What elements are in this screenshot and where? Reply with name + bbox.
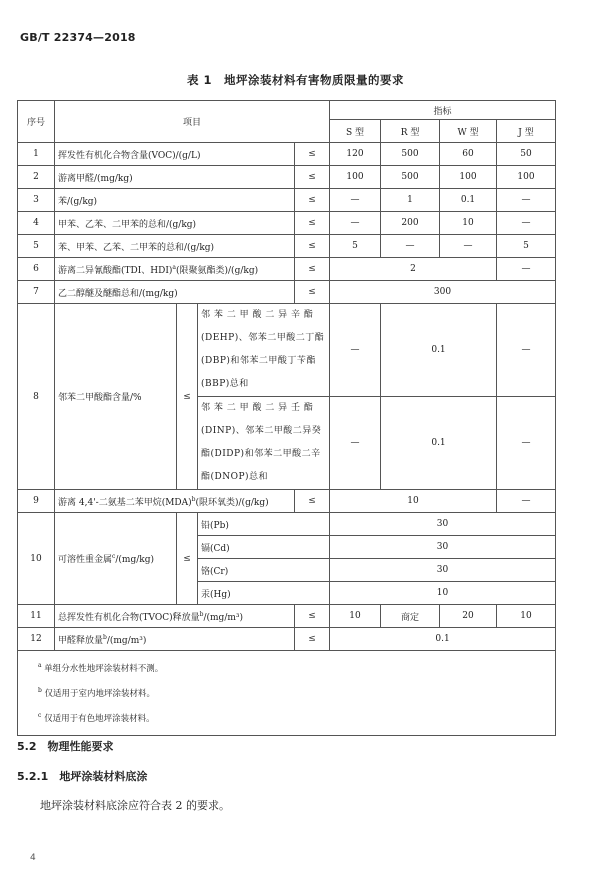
value-rw: 0.1 — [381, 397, 497, 490]
row-item — [55, 605, 295, 628]
header-type-w: W 型 — [440, 120, 497, 143]
lte-symbol: ≤ — [295, 235, 330, 258]
table-row — [18, 235, 556, 258]
note — [38, 705, 535, 730]
footnote-mark: b — [199, 610, 204, 618]
value-j: — — [497, 258, 556, 281]
lte-symbol: ≤ — [295, 490, 330, 513]
value-j: — — [497, 304, 556, 397]
table-row — [18, 281, 556, 304]
metal-name: 铬(Cr) — [198, 559, 330, 582]
notes-row — [18, 651, 556, 736]
note — [38, 655, 535, 680]
metal-name: 铅(Pb) — [198, 513, 330, 536]
row-item: 甲苯、乙苯、二甲苯的总和/(g/kg) — [55, 212, 295, 235]
value-j: 100 — [497, 166, 556, 189]
table-row — [18, 143, 556, 166]
row-item — [55, 258, 295, 281]
value-r: 1 — [381, 189, 440, 212]
row-no: 4 — [18, 212, 55, 235]
row-no: 2 — [18, 166, 55, 189]
header-type-r: R 型 — [381, 120, 440, 143]
value-s: 120 — [330, 143, 381, 166]
value-w: 0.1 — [440, 189, 497, 212]
value-all: 300 — [330, 281, 556, 304]
note-text: 仅适用于有色地坪涂装材料。 — [44, 713, 155, 724]
metal-value: 30 — [330, 513, 556, 536]
item-tail: /(mg/m³) — [203, 612, 244, 623]
item-tail: (限聚氨酯类)/(g/kg) — [176, 265, 259, 276]
metal-value: 10 — [330, 582, 556, 605]
lte-symbol: ≤ — [177, 304, 198, 490]
standard-number: GB/T 22374—2018 — [20, 31, 136, 44]
footnote-mark: b — [103, 633, 107, 641]
row-item: 苯、甲苯、乙苯、二甲苯的总和/(g/kg) — [55, 235, 295, 258]
value-j: 5 — [497, 235, 556, 258]
value-s: 5 — [330, 235, 381, 258]
lte-symbol: ≤ — [295, 143, 330, 166]
row-no: 9 — [18, 490, 55, 513]
item-tail: (限环氧类)/(g/kg) — [195, 497, 269, 508]
footnote-mark: b — [191, 495, 196, 503]
table-row — [18, 513, 556, 536]
lte-symbol: ≤ — [295, 605, 330, 628]
row-no: 1 — [18, 143, 55, 166]
item-text: 可溶性重金属 — [58, 555, 113, 565]
lte-symbol: ≤ — [295, 258, 330, 281]
value-w: 60 — [440, 143, 497, 166]
value-r: 500 — [381, 143, 440, 166]
header-item: 项目 — [55, 101, 330, 143]
note-text: 单组分水性地坪涂装材料不测。 — [44, 663, 164, 674]
value-j: — — [497, 397, 556, 490]
value-r: 商定 — [381, 605, 440, 628]
value-w: 10 — [440, 212, 497, 235]
value-r: 500 — [381, 166, 440, 189]
lte-symbol: ≤ — [295, 166, 330, 189]
lte-symbol: ≤ — [295, 281, 330, 304]
table-row — [18, 166, 556, 189]
value-s: 10 — [330, 605, 381, 628]
note-text: 仅适用于室内地坪涂装材料。 — [44, 688, 156, 699]
note-mark: c — [38, 711, 42, 719]
value-s: — — [330, 397, 381, 490]
page-number: 4 — [30, 853, 36, 863]
phthalate-group-1: 邻 苯 二 甲 酸 二 异 辛 酯(DEHP)、邻苯二甲酸二丁酯(DBP)和邻苯二甲酸丁苄酯(BBP)总和 — [198, 304, 330, 397]
header-type-j: J 型 — [497, 120, 556, 143]
metal-name: 汞(Hg) — [198, 582, 330, 605]
row-no: 3 — [18, 189, 55, 212]
value-w: 100 — [440, 166, 497, 189]
body-paragraph: 地坪涂装材料底涂应符合表 2 的要求。 — [40, 799, 230, 812]
metal-value: 30 — [330, 559, 556, 582]
lte-symbol: ≤ — [295, 212, 330, 235]
row-no: 10 — [18, 513, 55, 605]
table-title: 表 1 地坪涂装材料有害物质限量的要求 — [186, 73, 404, 87]
subsection-heading: 5.2.1 地坪涂装材料底涂 — [17, 770, 148, 783]
footnote-mark: a — [172, 263, 176, 271]
note-mark: b — [38, 686, 42, 694]
row-item: 苯/(g/kg) — [55, 189, 295, 212]
metal-name: 镉(Cd) — [198, 536, 330, 559]
value-s: — — [330, 189, 381, 212]
header-indicator: 指标 — [330, 101, 556, 120]
lte-symbol: ≤ — [177, 513, 198, 605]
value-rw: 0.1 — [381, 304, 497, 397]
row-no: 12 — [18, 628, 55, 651]
value-j: 50 — [497, 143, 556, 166]
row-no: 11 — [18, 605, 55, 628]
value-s: — — [330, 304, 381, 397]
item-tail: /(mg/m³) — [106, 635, 147, 646]
footnote-mark: c — [112, 553, 116, 560]
table-row — [18, 258, 556, 281]
header-row — [18, 101, 556, 120]
row-no: 7 — [18, 281, 55, 304]
value-s: 100 — [330, 166, 381, 189]
value-j: — — [497, 189, 556, 212]
value-j: — — [497, 212, 556, 235]
row-no: 5 — [18, 235, 55, 258]
table-row — [18, 212, 556, 235]
table-row — [18, 490, 556, 513]
metal-value: 30 — [330, 536, 556, 559]
note-mark: a — [38, 662, 42, 669]
value-s: — — [330, 212, 381, 235]
row-item: 乙二醇醚及醚酯总和/(mg/kg) — [55, 281, 295, 304]
table-notes — [18, 651, 556, 736]
row-item: 邻苯二甲酸酯含量/% — [55, 304, 177, 490]
value-srw: 2 — [330, 258, 497, 281]
header-no: 序号 — [18, 101, 55, 143]
phthalate-group-2: 邻 苯 二 甲 酸 二 异 壬 酯(DINP)、邻苯二甲酸二异癸酯(DIDP)和邻苯二甲酸二辛酯(DNOP)总和 — [198, 397, 330, 490]
table-row — [18, 605, 556, 628]
value-srw: 10 — [330, 490, 497, 513]
table-row — [18, 304, 556, 397]
item-text: 游离 4,4'-二氨基二苯甲烷(MDA) — [58, 497, 192, 508]
value-r: 200 — [381, 212, 440, 235]
lte-symbol: ≤ — [295, 628, 330, 651]
row-item — [55, 513, 177, 605]
row-item — [55, 490, 295, 513]
header-type-s: S 型 — [330, 120, 381, 143]
item-text: 总挥发性有机化合物(TVOC)释放量 — [58, 612, 200, 623]
value-w: — — [440, 235, 497, 258]
item-text: 游离二异氰酸酯(TDI、HDI) — [58, 265, 173, 276]
row-no: 6 — [18, 258, 55, 281]
hazardous-substance-table — [17, 100, 556, 736]
lte-symbol: ≤ — [295, 189, 330, 212]
table-row — [18, 189, 556, 212]
row-item: 挥发性有机化合物含量(VOC)/(g/L) — [55, 143, 295, 166]
section-heading: 5.2 物理性能要求 — [17, 740, 114, 753]
value-j: — — [497, 490, 556, 513]
value-all: 0.1 — [330, 628, 556, 651]
item-text: 甲醛释放量 — [58, 635, 104, 646]
item-tail: /(mg/kg) — [115, 555, 154, 565]
value-r: — — [381, 235, 440, 258]
value-w: 20 — [440, 605, 497, 628]
row-item — [55, 628, 295, 651]
row-no: 8 — [18, 304, 55, 490]
note — [38, 680, 535, 705]
table-row — [18, 628, 556, 651]
value-j: 10 — [497, 605, 556, 628]
row-item: 游离甲醛/(mg/kg) — [55, 166, 295, 189]
